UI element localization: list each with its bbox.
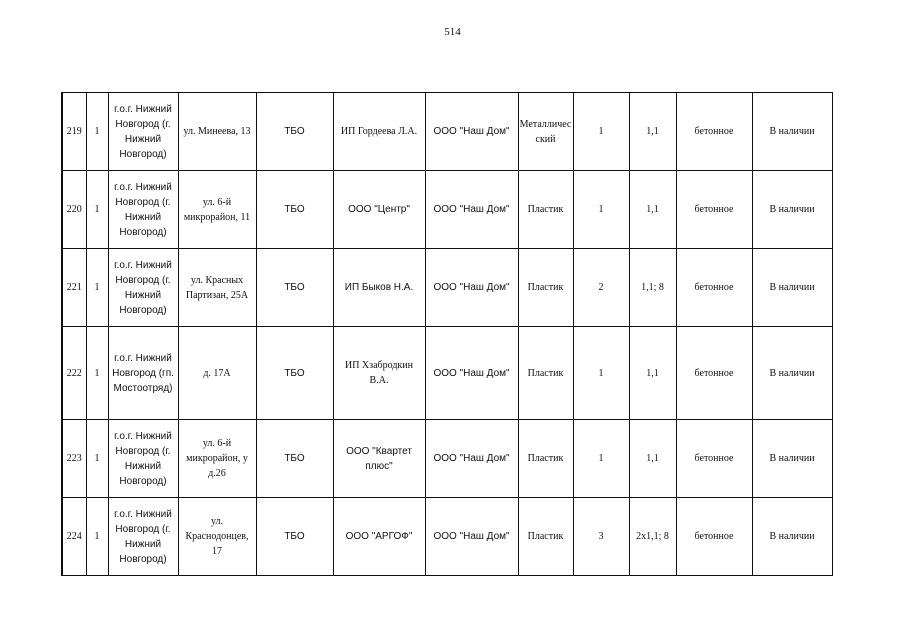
count-cell: 1	[86, 249, 108, 327]
owner-cell: ООО "Квартет плюс"	[333, 420, 425, 498]
surface-cell: бетонное	[676, 498, 752, 576]
surface-cell: бетонное	[676, 420, 752, 498]
volume-cell: 1,1; 8	[629, 249, 676, 327]
municipality-cell: г.о.г. Нижний Новгород (г. Нижний Новгород)	[108, 249, 178, 327]
address-cell: д. 17А	[178, 327, 256, 420]
waste-type-cell: ТБО	[256, 171, 333, 249]
address-cell: ул. Красных Партизан, 25А	[178, 249, 256, 327]
owner-cell: ИП Хзабродкин В.А.	[333, 327, 425, 420]
table-row	[62, 171, 832, 249]
status-cell: В наличии	[752, 249, 832, 327]
table-row	[62, 93, 832, 171]
operator-cell: ООО "Наш Дом"	[425, 327, 518, 420]
surface-cell: бетонное	[676, 93, 752, 171]
count-cell: 1	[86, 498, 108, 576]
waste-type-cell: ТБО	[256, 420, 333, 498]
operator-cell: ООО "Наш Дом"	[425, 420, 518, 498]
waste-type-cell: ТБО	[256, 93, 333, 171]
address-cell: ул. 6-й микрорайон, 11	[178, 171, 256, 249]
municipality-cell: г.о.г. Нижний Новгород (г. Нижний Новгород)	[108, 93, 178, 171]
municipality-cell: г.о.г. Нижний Новгород (г. Нижний Новгород)	[108, 171, 178, 249]
material-cell: Пластик	[518, 420, 573, 498]
status-cell: В наличии	[752, 171, 832, 249]
table-row	[62, 249, 832, 327]
row-number-cell: 224	[62, 498, 86, 576]
owner-cell: ООО "Центр"	[333, 171, 425, 249]
containers-cell: 1	[573, 327, 629, 420]
municipality-cell: г.о.г. Нижний Новгород (г. Нижний Новгород)	[108, 498, 178, 576]
containers-cell: 1	[573, 420, 629, 498]
table-row	[62, 498, 832, 576]
surface-cell: бетонное	[676, 327, 752, 420]
volume-cell: 1,1	[629, 93, 676, 171]
material-cell: Пластик	[518, 171, 573, 249]
page-number: 514	[444, 26, 461, 38]
containers-cell: 3	[573, 498, 629, 576]
surface-cell: бетонное	[676, 171, 752, 249]
address-cell: ул. Минеева, 13	[178, 93, 256, 171]
volume-cell: 1,1	[629, 420, 676, 498]
table-row	[62, 420, 832, 498]
waste-site-table	[61, 92, 833, 576]
material-cell: Пластик	[518, 498, 573, 576]
address-cell: ул. 6-й микрорайон, у д.26	[178, 420, 256, 498]
material-cell: Пластик	[518, 249, 573, 327]
containers-cell: 1	[573, 171, 629, 249]
operator-cell: ООО "Наш Дом"	[425, 498, 518, 576]
material-cell: Металличесский	[518, 93, 573, 171]
surface-cell: бетонное	[676, 249, 752, 327]
row-number-cell: 221	[62, 249, 86, 327]
row-number-cell: 220	[62, 171, 86, 249]
volume-cell: 2х1,1; 8	[629, 498, 676, 576]
operator-cell: ООО "Наш Дом"	[425, 93, 518, 171]
row-number-cell: 223	[62, 420, 86, 498]
waste-type-cell: ТБО	[256, 249, 333, 327]
operator-cell: ООО "Наш Дом"	[425, 171, 518, 249]
containers-cell: 1	[573, 93, 629, 171]
owner-cell: ООО "АРГОФ"	[333, 498, 425, 576]
operator-cell: ООО "Наш Дом"	[425, 249, 518, 327]
address-cell: ул. Краснодонцев, 17	[178, 498, 256, 576]
municipality-cell: г.о.г. Нижний Новгород (гп. Мостоотряд)	[108, 327, 178, 420]
row-number-cell: 219	[62, 93, 86, 171]
waste-type-cell: ТБО	[256, 327, 333, 420]
status-cell: В наличии	[752, 420, 832, 498]
count-cell: 1	[86, 93, 108, 171]
material-cell: Пластик	[518, 327, 573, 420]
volume-cell: 1,1	[629, 171, 676, 249]
table-row	[62, 327, 832, 420]
municipality-cell: г.о.г. Нижний Новгород (г. Нижний Новгород)	[108, 420, 178, 498]
count-cell: 1	[86, 171, 108, 249]
volume-cell: 1,1	[629, 327, 676, 420]
status-cell: В наличии	[752, 498, 832, 576]
count-cell: 1	[86, 420, 108, 498]
count-cell: 1	[86, 327, 108, 420]
status-cell: В наличии	[752, 93, 832, 171]
containers-cell: 2	[573, 249, 629, 327]
owner-cell: ИП Быков Н.А.	[333, 249, 425, 327]
status-cell: В наличии	[752, 327, 832, 420]
waste-type-cell: ТБО	[256, 498, 333, 576]
row-number-cell: 222	[62, 327, 86, 420]
owner-cell: ИП Гордеева Л.А.	[333, 93, 425, 171]
